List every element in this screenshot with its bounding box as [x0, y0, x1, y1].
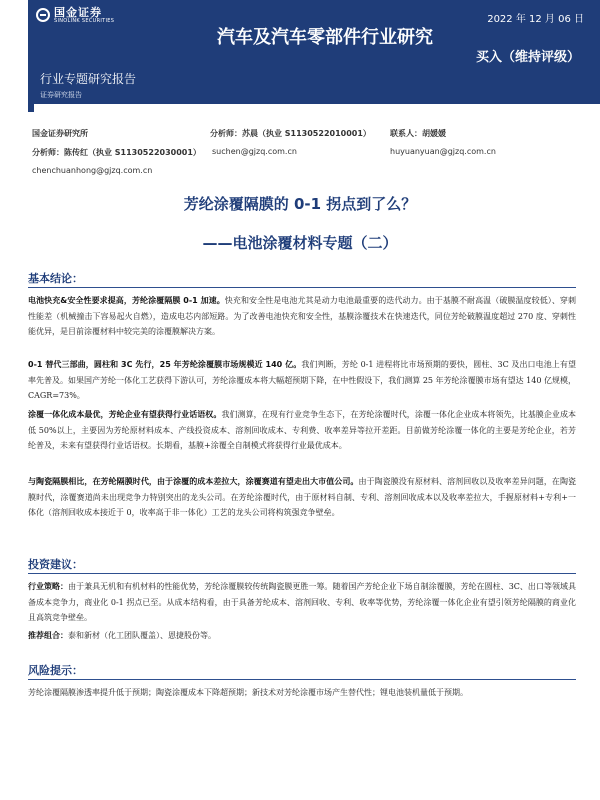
report-title: 芳纶涂覆隔膜的 0-1 拐点到了么？ — [183, 195, 417, 213]
analyst-2-email[interactable]: chenchuanhong@gjzq.com.cn — [32, 166, 153, 175]
recommended-portfolio: 推荐组合：泰和新材（化工团队覆盖）、恩捷股份等。 — [28, 631, 216, 640]
header-accent — [28, 104, 34, 112]
conclusion-paragraph-1: 电池快充&安全性要求提高，芳纶涂覆隔膜 0-1 加速。快充和安全性是电池尤其是动力电池最重要的迭代动力。由于基膜不耐高温（破膜温度较低）、穿刺性能差（机械撞击下容易起火自燃），造成电芯内部短路。为了改善电池快充和安全性，基膜涂覆技术在快速迭代，同位芳纶破膜温度超过 270 度、穿刺性能优异，是目前涂覆材料中较完美的涂覆膜解决方案。 — [28, 296, 577, 336]
logo-en-text: SINOLINK SECURITIES — [54, 17, 115, 24]
conclusion-paragraph-2: 0-1 替代三部曲，圆柱和 3C 先行，25 年芳纶涂覆膜市场规模近 140 亿。我们判断，芳纶 0-1 进程将比市场预期的要快，圆柱、3C 及出口电池上有望率先普及。如果国产芳纶一体化工艺获得下游认可，芳纶涂覆成本将大幅超预期下降，在中性假设下，我们测算 25 年芳纶涂覆膜市场有望达 140 亿规模，CAGR=73%。 — [28, 360, 576, 400]
institute-name: 国金证券研究所 — [32, 129, 88, 138]
section-divider — [28, 573, 576, 574]
report-type: 行业专题研究报告 — [40, 72, 137, 86]
risk-heading: 风险提示： — [28, 664, 83, 677]
contact-person: 联系人：胡媛媛 — [390, 129, 446, 138]
section-divider — [28, 679, 576, 680]
risk-paragraph: 芳纶涂覆隔膜渗透率提升低于预期；陶瓷涂覆成本下降超预期；新技术对芳纶涂覆市场产生替代性；锂电池装机量低于预期。 — [28, 688, 468, 697]
industry-title: 汽车及汽车零部件行业研究 — [217, 27, 433, 48]
contact-email[interactable]: huyuanyuan@gjzq.com.cn — [390, 147, 496, 156]
sinolink-logo — [36, 5, 156, 25]
report-subtitle: ——电池涂覆材料专题（二） — [202, 234, 398, 252]
rating-badge: 买入（维持评级） — [475, 50, 580, 65]
section-divider — [28, 287, 576, 288]
analyst-1: 分析师：苏晨（执业 S1130522010001） — [210, 129, 371, 138]
report-category: 证券研究报告 — [40, 91, 82, 99]
logo-cn-text: 国金证券 — [54, 5, 102, 19]
conclusion-paragraph-3: 涂覆一体化成本最优，芳纶企业有望获得行业话语权。我们测算，在现有行业竞争生态下，在芳纶涂覆时代，涂覆一体化企业成本将领先，比基膜企业成本低 50%以上，主要因为芳纶原材料成本、产线投资成本、溶剂回收成本、专利费、收率差异等拉开差距。目前做芳纶涂覆一体化的主要是芳纶企业，若芳纶普及，未来有望获得行业话语权。长期看，基膜+涂覆全自制模式将获得行业最优成本。 — [28, 410, 577, 450]
logo-mark-icon — [36, 8, 50, 22]
report-date: 2022 年 12 月 06 日 — [487, 14, 584, 25]
analyst-2: 分析师：陈传红（执业 S1130522030001） — [32, 148, 201, 157]
analyst-1-email[interactable]: suchen@gjzq.com.cn — [212, 147, 297, 156]
investment-strategy: 行业策略：由于兼具无机和有机材料的性能优势，芳纶涂覆膜较传统陶瓷膜更胜一筹。随着国产芳纶企业下场自制涂覆膜，芳纶在圆柱、3C、出口等领域具备成本竞争力，商业化 0-1 拐点已至。从成本结构看，由于具备芳纶成本、溶剂回收、专利、收率等优势，芳纶涂覆一体化企业有望引领芳纶隔膜的商业化且高筑竞争壁垒。 — [28, 582, 576, 622]
conclusion-paragraph-4: 与陶瓷隔膜相比，在芳纶隔膜时代，由于涂覆的成本差拉大，涂覆赛道有望走出大市值公司。由于陶瓷膜没有原材料、溶剂回收以及收率差异问题，在陶瓷膜时代，涂覆赛道尚未出现竞争力特别突出的龙头公司。在芳纶涂覆时代，由于原材料自制、专利、溶剂回收成本以及收率差拉大，手握原材料+专利+一体化（溶剂回收成本接近于 0，收率高于非一体化）工艺的龙头公司将构筑强竞争壁垒。 — [28, 477, 577, 517]
investment-heading: 投资建议： — [28, 558, 83, 571]
conclusion-heading: 基本结论： — [28, 272, 83, 285]
